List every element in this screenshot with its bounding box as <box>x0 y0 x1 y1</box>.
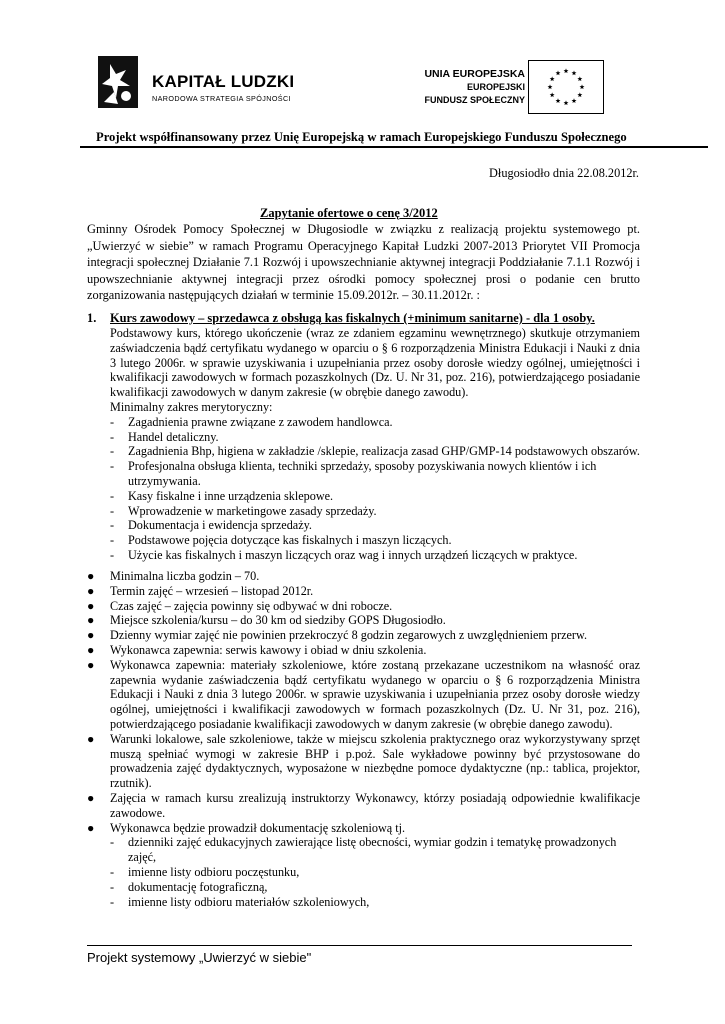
list-item: - Profesjonalna obsługa klienta, techniki sprzedaży, sposoby pozyskiwania nowych klientów i ich utrzymywania. <box>110 459 597 488</box>
scope-list <box>110 415 640 563</box>
list-item: ● Miejsce szkolenia/kursu – do 30 km od siedziby GOPS Długosiodło. <box>87 613 446 628</box>
eu-star-icon <box>577 92 582 97</box>
documentation-list <box>110 835 640 909</box>
scope-label: Minimalny zakres merytoryczny: <box>110 399 273 414</box>
list-item: ● Dzienny wymiar zajęć nie powinien przekroczyć 8 godzin zegarowych z uwzględnieniem przerw. <box>87 628 588 643</box>
eu-star-icon <box>564 68 569 73</box>
eu-star-icon <box>550 76 555 81</box>
list-item: - Kasy fiskalne i inne urządzenia sklepowe. <box>110 488 334 503</box>
list-item: - Handel detaliczny. <box>110 429 219 444</box>
header-divider <box>80 146 708 148</box>
footer-divider <box>87 945 632 946</box>
eu-star-icon <box>556 98 561 103</box>
kapital-ludzki-emblem-icon <box>96 52 144 112</box>
section-number: 1. <box>87 311 97 325</box>
list-item: ● Minimalna liczba godzin – 70. <box>87 569 260 583</box>
list-item: ● Wykonawca zapewnia: serwis kawowy i obiad w dniu szkolenia. <box>87 642 427 657</box>
eu-line-2: EUROPEJSKI <box>466 82 525 92</box>
eu-star-icon <box>564 100 569 105</box>
list-item: - Zagadnienia prawne związane z zawodem handlowca. <box>110 414 393 429</box>
list-item: ● Termin zajęć – wrzesień – listopad 2012r. <box>87 583 314 598</box>
footer-text: Projekt systemowy „Uwierzyć w siebie" <box>87 950 312 965</box>
list-item: - dokumentację fotograficzną, <box>110 879 268 894</box>
eu-star-icon <box>556 71 561 76</box>
course-description: Podstawowy kurs, którego ukończenie (wraz ze zdaniem egzaminu wewnętrznego) skutkuje otrzymaniem zaświadczenia bądź certyfikatu wydanego w oparciu o § 6 rozporządzenia Ministra Edukacji i Nauki z dnia 3 lutego 2006r. w sprawie uzyskiwania i uzupełniania przez osoby dorosłe wiedzy ogólnej, umiejętności i kwalifikacji zawodowych w formach pozaszkolnych (Dz. U. Nr 31, poz. 216), potwierdzającego posiadanie kwalifikacji zawodowych w danym zakresie (w obrębie danego zawodu). <box>110 326 640 400</box>
list-item: - Użycie kas fiskalnych i maszyn liczących oraz wag i innych urządzeń liczących w praktyce. <box>110 547 578 562</box>
kapital-ludzki-logo <box>96 52 326 114</box>
list-item: ● Warunki lokalowe, sale szkoleniowe, także w miejscu szkolenia praktycznego oraz wykorzystywany sprzęt muszą spełniać wymogi w zakresie BHP i p.poż. Sale wykładowe powinny być przystosowane do prowadzenia zajęć dydaktycznych, wyposażone w niezbędne pomoce dydaktyczne (np.: tablica, projektor, rzutnik). <box>87 731 640 791</box>
list-item: - Zagadnienia Bhp, higiena w zakładzie /sklepie, realizacja zasad GHP/GMP-14 podstawowych obszarów. <box>110 444 640 459</box>
cofinancing-header: Projekt współfinansowany przez Unię Europejską w ramach Europejskiego Funduszu Społecznego <box>96 130 627 144</box>
list-item: ● Wykonawca zapewnia: materiały szkoleniowe, które zostaną przekazane uczestnikom na własność oraz zapewnia wydanie zaświadczenia bądź certyfikatu wydanego w oparciu o § 6 rozporządzenia Ministra Edukacji i Nauki z dnia 3 lutego 2006r. w sprawie uzyskiwania i uzupełniania przez osoby dorosłe wiedzy ogólnej, umiejętności i kwalifikacji zawodowych w formach pozaszkolnych (Dz. U. Nr 31, poz. 216), potwierdzającego posiadanie kwalifikacji zawodowych w danym zakresie (w obrębie danego zawodu). <box>87 657 640 731</box>
list-item: ● Czas zajęć – zajęcia powinny się odbywać w dni robocze. <box>87 598 393 613</box>
logo-title: KAPITAŁ LUDZKI <box>152 72 295 91</box>
eu-star-icon <box>572 98 577 103</box>
section-heading: Kurs zawodowy – sprzedawca z obsługą kas fiskalnych (+minimum sanitarne) - dla 1 osoby. <box>110 311 595 325</box>
list-item: - Wprowadzenie w marketingowe zasady sprzedaży. <box>110 503 377 518</box>
document-date: Długosiodło dnia 22.08.2012r. <box>489 166 639 180</box>
list-item: - Podstawowe pojęcia dotyczące kas fiskalnych i maszyn liczących. <box>110 533 452 548</box>
requirements-list <box>87 569 640 909</box>
intro-paragraph: Gminny Ośrodek Pomocy Społecznej w Długosiodle w związku z realizacją projektu systemowego pt. „Uwierzyć w siebie” w ramach Programu Operacyjnego Kapitał Ludzki 2007-2013 Priorytet VII Promocja integracji społecznej Działanie 7.1 Rozwój i upowszechnianie aktywnej integracji Poddziałanie 7.1.1 Rozwój i upowszechnianie aktywnej integracji przez ośrodki pomocy społecznej prosi o podanie cen brutto zorganizowania następujących działań w terminie 15.09.2012r. – 30.11.2012r. : <box>87 222 640 302</box>
list-item: - dzienniki zajęć edukacyjnych zawierające listę obecności, wymiar godzin i tematykę prowadzonych zajęć, <box>110 835 617 865</box>
list-item: ● Zajęcia w ramach kursu zrealizują instruktorzy Wykonawcy, którzy posiadają odpowiednie kwalifikacje zawodowe. <box>87 790 640 820</box>
eu-star-icon <box>548 84 553 89</box>
list-item: - imienne listy odbioru poczęstunku, <box>110 864 300 879</box>
eu-line-1: UNIA EUROPEJSKA <box>424 68 525 80</box>
eu-line-3: FUNDUSZ SPOŁECZNY <box>424 95 525 105</box>
eu-star-icon <box>572 71 577 76</box>
list-item: ● Wykonawca będzie prowadził dokumentację szkoleniową tj. - dzienniki zajęć edukacyjnych zawierające listę obecności, wymiar godzin i tematykę prowadzonych zajęć, - imienne listy odbioru poczęstunku, - dokumentację fotograficzną, - imienne listy odbioru materiałów szkoleniowych, <box>87 821 640 910</box>
eu-star-icon <box>580 84 585 89</box>
list-item: - Dokumentacja i ewidencja sprzedaży. <box>110 518 312 533</box>
logo-subtitle: NARODOWA STRATEGIA SPÓJNOŚCI <box>152 94 291 103</box>
section-body <box>110 326 640 563</box>
eu-text-block <box>424 68 525 107</box>
list-item: - imienne listy odbioru materiałów szkoleniowych, <box>110 894 370 909</box>
eu-star-icon <box>550 92 555 97</box>
document-title: Zapytanie ofertowe o cenę 3/2012 <box>260 206 438 220</box>
eu-flag-icon <box>528 60 604 114</box>
eu-star-icon <box>577 76 582 81</box>
